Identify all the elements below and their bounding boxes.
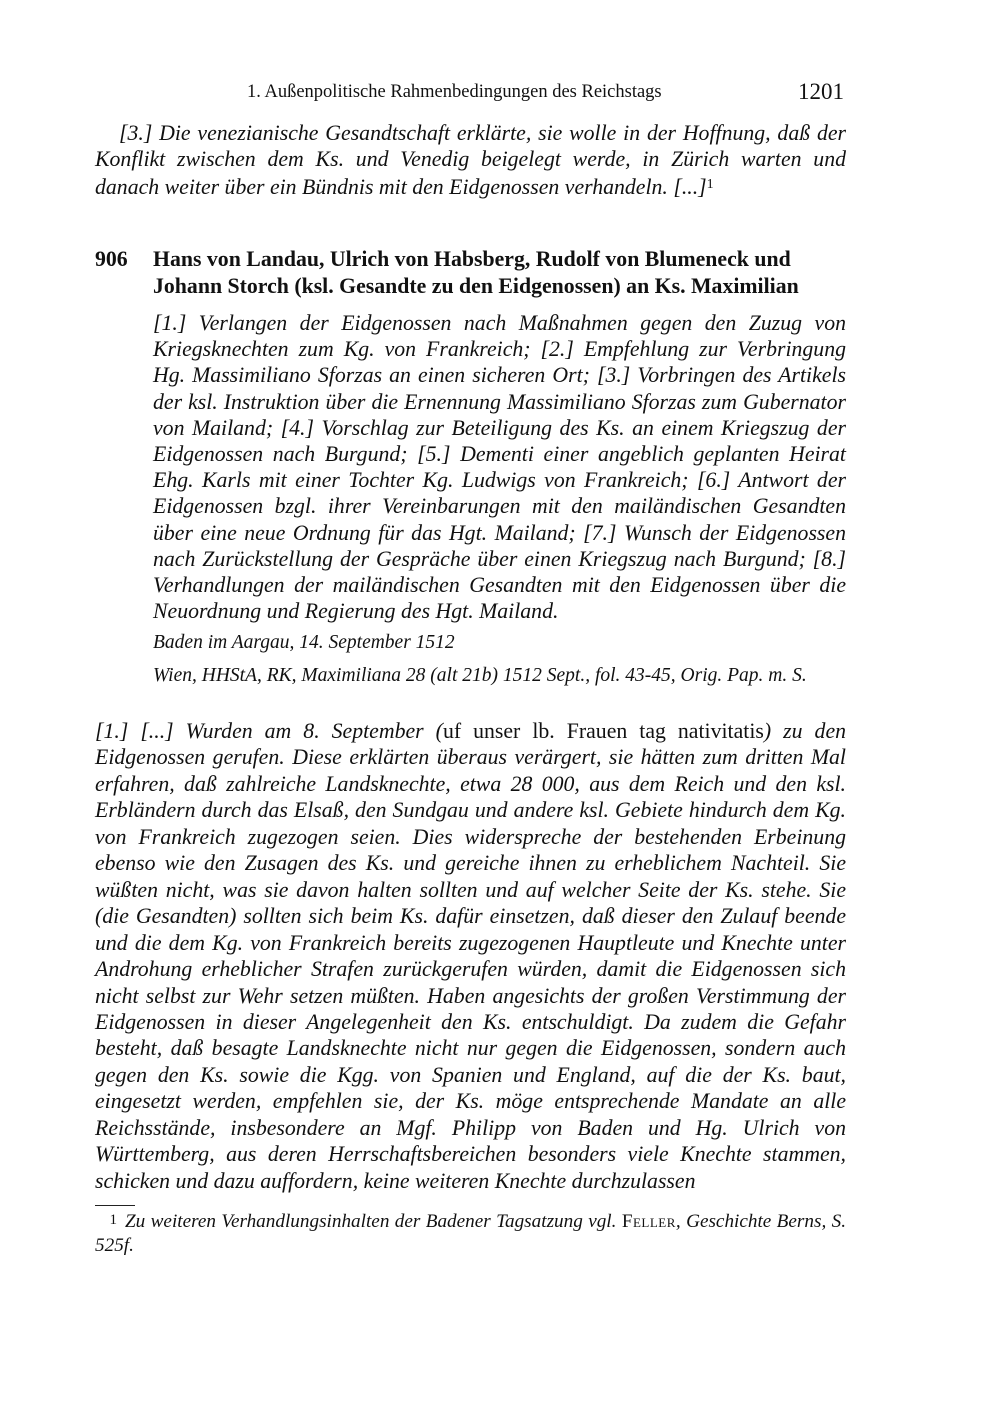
document-number: 906 xyxy=(95,247,128,271)
body-text-start: [1.] [...] Wurden am 8. September ( xyxy=(95,719,443,743)
body-text-main: ) zu den Eidgenossen gerufen. Diese erklärten überaus verärgert, sie hätten zum dritten Mal erfahren, daß zahlreiche Landsknechte, etwa 28 000, aus dem Reich und den ksl. Erbländern durch das Elsaß, den Sundgau und andere ksl. Gebiete hindurch dem Kg. von Frankreich zugezogen seien. Dies widerspreche der bestehenden Erbeinung ebenso wie den Zusagen des Ks. und gereiche ihnen zu erheblichem Nachteil. Sie wüßten nicht, was sie davon halten sollten und auf welcher Seite der Ks. stehe. Sie (die Gesandten) sollten sich beim Ks. dafür einsetzen, daß dieser den Zulauf beende und die dem Kg. von Frankreich bereits zugezogenen Hauptleute und Knechte unter Androhung erheblicher Strafen zurückgerufen würden, damit die Eidgenossen sich nicht selbst zur Wehr setzen müßten. Haben angesichts der großen Verstimmung der Eidgenossen in dieser Angelegenheit den Ks. entschuldigt. Da zudem die Gefahr besteht, daß besagte Landsknechte nicht nur gegen die Eidgenossen, sondern auch gegen den Ks. sowie die Kgg. von Spanien und England, auf die der Ks. baut, eingesetzt werden, empfehlen sie, der Ks. möge entsprechende Mandate an alle Reichsstände, insbesondere an Mgf. Philipp von Baden und Hg. Ulrich von Württemberg, aus deren Herrschaftsbereichen besonders viele Knechte stammen, schicken und dazu auffordern, keine weiteren Knechte durchzulassen xyxy=(95,719,847,1193)
footnote xyxy=(95,1208,846,1258)
previous-entry-paragraph xyxy=(95,120,846,201)
footnote-text: Zu weiteren Verhandlungsinhalten der Badener Tagsatzung vgl. xyxy=(125,1211,617,1232)
document-body xyxy=(95,718,846,1194)
place-date: Baden im Aargau, 14. September 1512 xyxy=(153,632,455,653)
footnote-citation: , Geschichte Berns, S. 525f. xyxy=(95,1211,847,1256)
document-regest: [1.] Verlangen der Eidgenossen nach Maßnahmen gegen den Zuzug von Kriegsknechten zum Kg. von Frankreich; [2.] Empfehlung zur Verbringung Hg. Massimiliano Sforzas an einen sicheren Ort; [3.] Vorbringen des Artikels der ksl. Instruktion über die Ernennung Massimiliano Sforzas zum Gubernator von Mailand; [4.] Vorschlag zur Beteiligung des Ks. an einem Kriegszug der Eidgenossen nach Burgund; [5.] Dementi einer angeblich geplanten Heirat Ehg. Karls mit einer Tochter Kg. Ludwigs von Frankreich; [6.] Antwort der Eidgenossen bzgl. ihrer Vereinbarungen mit den mailändischen Gesandten über eine neue Ordnung für das Hgt. Mailand; [7.] Wunsch der Eidgenossen nach Zurückstellung der Gespräche über einen Kriegszug nach Burgund; [8.] Verhandlungen der mailändischen Gesandten mit den Eidgenossen über die Neuordnung und Regierung des Hgt. Mailand. xyxy=(153,311,846,624)
previous-entry-text: [3.] Die venezianische Gesandtschaft erklärte, sie wolle in der Hoffnung, daß der Konflikt zwischen dem Ks. und Venedig beigelegt werde, in Zürich warten und danach weiter über ein Bündnis mit den Eidgenossen verhandeln. [...] xyxy=(95,121,846,200)
archival-source: Wien, HHStA, RK, Maximiliana 28 (alt 21b) 1512 Sept., fol. 43-45, Orig. Pap. m. S. xyxy=(153,665,807,686)
body-quotation: uf unser lb. Frauen tag nativitatis xyxy=(442,719,764,743)
page-number: 1201 xyxy=(798,79,844,104)
footnote-number: 1 xyxy=(109,1212,117,1228)
running-head xyxy=(95,79,846,106)
footnote-separator xyxy=(95,1205,135,1206)
running-title: 1. Außenpolitische Rahmenbedingungen des Reichstags xyxy=(247,82,662,102)
footnote-reference[interactable]: 1 xyxy=(706,177,714,193)
document-title: Hans von Landau, Ulrich von Habsberg, Rudolf von Blumeneck und Johann Storch (ksl. Gesandte zu den Eidgenossen) an Ks. Maximilian xyxy=(153,247,799,298)
footnote-author: Feller xyxy=(621,1211,676,1232)
